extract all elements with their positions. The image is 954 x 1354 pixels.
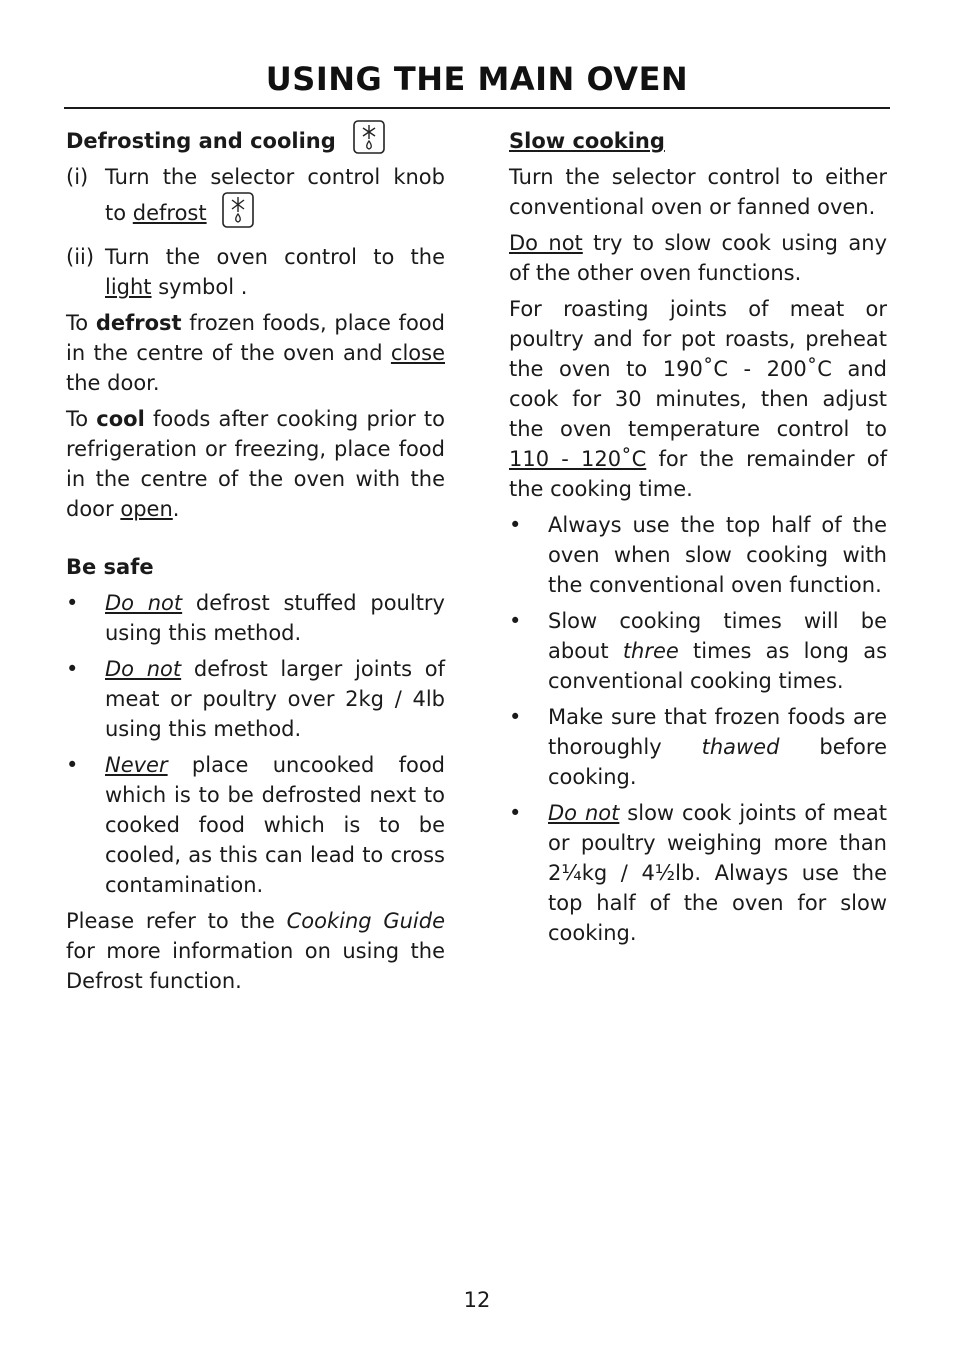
section-heading-slow-cooking bbox=[509, 124, 887, 158]
text: for more information on using the Defrost function. bbox=[66, 939, 445, 993]
step-text: Turn the oven control to the bbox=[105, 245, 445, 269]
text: For roasting joints of meat or poultry and for pot roasts, preheat the oven to 190˚C - 200˚C and cook for 30 minutes, then adjust the oven temperature control to bbox=[509, 297, 887, 441]
list-item bbox=[509, 606, 887, 696]
heading-text: Defrosting and cooling bbox=[66, 129, 336, 153]
text: . bbox=[172, 497, 180, 521]
spacer bbox=[66, 530, 445, 550]
step-link-light: light bbox=[105, 275, 152, 299]
bullet-icon: • bbox=[509, 513, 522, 537]
text: foods after cooking prior to refrigeration or freezing, place food in the centre of the oven with the door bbox=[66, 407, 445, 521]
right-column bbox=[509, 124, 887, 954]
emphasis: Do not bbox=[105, 591, 183, 615]
defrost-icon bbox=[221, 192, 255, 236]
slow-para-1: Turn the selector control to either conventional oven or fanned oven. bbox=[509, 165, 887, 219]
step-number: (ii) bbox=[66, 245, 95, 269]
defrost-icon bbox=[352, 120, 386, 162]
text: the door. bbox=[66, 371, 160, 395]
bullet-icon: • bbox=[509, 801, 522, 825]
temperature-underlined: 110 - 120˚C bbox=[509, 447, 647, 471]
title-divider bbox=[64, 107, 890, 109]
step-text: Turn the selector control knob to bbox=[105, 165, 445, 225]
refer-paragraph bbox=[66, 906, 445, 996]
list-item bbox=[66, 588, 445, 648]
heading-text: Be safe bbox=[66, 555, 154, 579]
text: before cooking. bbox=[548, 735, 887, 789]
text: times as long as conventional cooking times. bbox=[548, 639, 888, 693]
text: Slow cooking times will be about bbox=[548, 609, 887, 663]
step-number: (i) bbox=[66, 165, 89, 189]
close-underlined: close bbox=[390, 341, 445, 365]
emphasis: thawed bbox=[701, 735, 780, 759]
emphasis: Do not bbox=[105, 657, 182, 681]
list-item bbox=[509, 702, 887, 792]
step-tail: symbol . bbox=[151, 275, 248, 299]
text: defrost stuffed poultry using this method. bbox=[105, 591, 445, 645]
cool-bold: cool bbox=[96, 407, 145, 431]
list-item bbox=[509, 510, 887, 600]
emphasis: Do not bbox=[548, 801, 620, 825]
page-title: USING THE MAIN OVEN bbox=[265, 60, 689, 98]
list-item bbox=[66, 750, 445, 900]
section-heading-defrosting bbox=[66, 124, 445, 158]
emphasis: Never bbox=[105, 753, 168, 777]
text: defrost larger joints of meat or poultry over 2kg / 4lb using this method. bbox=[105, 657, 445, 741]
slow-para-3 bbox=[509, 294, 887, 504]
list-item bbox=[509, 798, 887, 948]
bullet-icon: • bbox=[509, 609, 522, 633]
step-1 bbox=[66, 162, 445, 236]
text: frozen foods, place food in the centre of the oven and bbox=[66, 311, 445, 365]
section-heading-be-safe bbox=[66, 550, 445, 584]
left-column bbox=[66, 124, 445, 1002]
heading-text: Slow cooking bbox=[509, 129, 665, 153]
bullet-icon: • bbox=[66, 591, 79, 615]
slow-para-2 bbox=[509, 228, 887, 288]
page-number: 12 bbox=[463, 1288, 491, 1312]
cooking-guide-reference: Cooking Guide bbox=[286, 909, 445, 933]
bullet-icon: • bbox=[66, 657, 79, 681]
step-2 bbox=[66, 242, 445, 302]
slow-cooking-list bbox=[509, 510, 887, 948]
open-underlined: open bbox=[120, 497, 173, 521]
list-item bbox=[66, 654, 445, 744]
bullet-icon: • bbox=[509, 705, 522, 729]
emphasis: three bbox=[622, 639, 679, 663]
defrost-bold: defrost bbox=[95, 311, 182, 335]
text: Always use the top half of the oven when slow cooking with the conventional oven function. bbox=[548, 513, 887, 597]
step-link-defrost: defrost bbox=[132, 201, 207, 225]
be-safe-list bbox=[66, 588, 445, 900]
text: To bbox=[66, 311, 96, 335]
text: Make sure that frozen foods are thoroughly bbox=[548, 705, 887, 759]
cool-paragraph bbox=[66, 404, 445, 524]
text: slow cook joints of meat or poultry weighing more than 2¼kg / 4½lb. Always use the top half of the oven for slow cooking. bbox=[548, 801, 887, 945]
defrost-paragraph bbox=[66, 308, 445, 398]
text: To bbox=[66, 407, 97, 431]
bullet-icon: • bbox=[66, 753, 79, 777]
text: for the remainder of the cooking time. bbox=[509, 447, 887, 501]
text: Please refer to the bbox=[66, 909, 287, 933]
text: place uncooked food which is to be defrosted next to cooked food which is to be cooled, as this can lead to cross contamination. bbox=[105, 753, 445, 897]
text: try to slow cook using any of the other oven functions. bbox=[509, 231, 887, 285]
do-not-underlined: Do not bbox=[509, 231, 583, 255]
